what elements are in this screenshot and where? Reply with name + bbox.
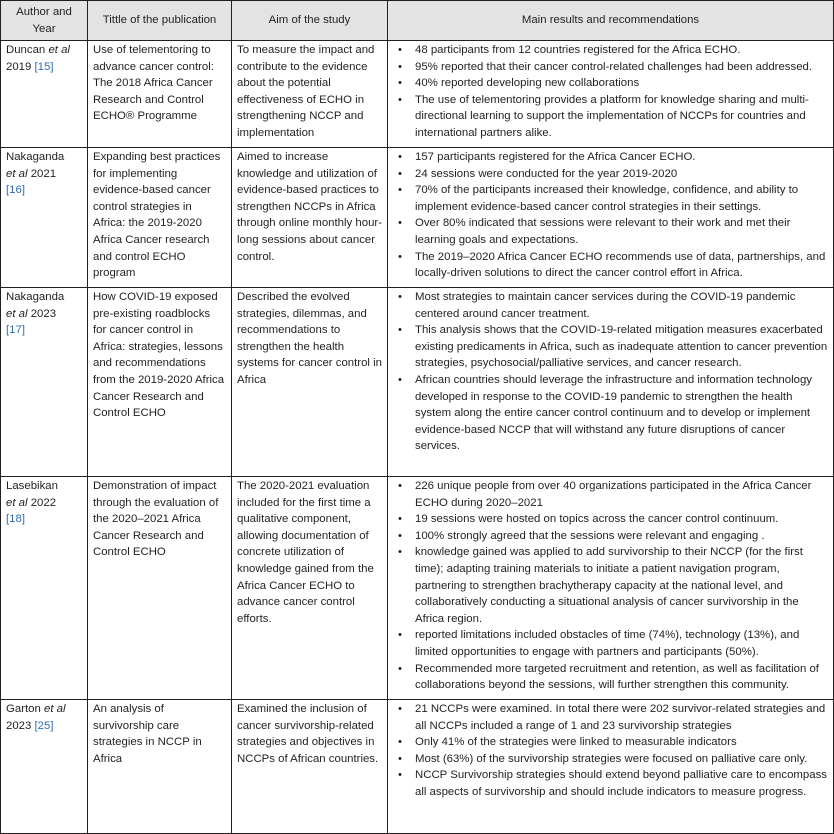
results-list — [393, 42, 828, 142]
results-cell — [388, 148, 834, 288]
result-item: • 48 participants from 12 countries registered for the Africa ECHO. — [415, 42, 828, 59]
header-row — [1, 1, 834, 41]
title-cell: An analysis of survivorship care strategies in NCCP in Africa — [88, 700, 232, 834]
header-title: Tittle of the publication — [88, 1, 232, 41]
title-cell: Demonstration of impact through the evaluation of the 2020–2021 Africa Cancer Research and Control ECHO — [88, 477, 232, 700]
header-aim: Aim of the study — [232, 1, 388, 41]
result-item: • 70% of the participants increased their knowledge, confidence, and ability to implement evidence-based cancer control strategies in their settings. — [415, 182, 828, 215]
author-year: 2019 — [6, 60, 32, 73]
reference-link[interactable]: [16] — [6, 184, 25, 197]
result-item: • 157 participants registered for the Africa Cancer ECHO. — [415, 149, 828, 166]
title-cell: How COVID-19 exposed pre-existing roadblocks for cancer control in Africa: strategies, lessons and recommendations from the 2019-2020 Africa Cancer Research and Control ECHO — [88, 288, 232, 477]
title-cell: Use of telementoring to advance cancer control: The 2018 Africa Cancer Research and Control ECHO® Programme — [88, 41, 232, 148]
reference-link[interactable]: [18] — [6, 513, 25, 526]
author-name: Garton — [6, 703, 41, 715]
author-name: Nakaganda — [6, 151, 65, 163]
author-year-cell — [1, 148, 88, 288]
reference-link[interactable]: [25] — [34, 719, 54, 732]
aim-cell: To measure the impact and contribute to the evidence about the potential effectiveness of ECHO in strengthening NCCP and implementation — [232, 41, 388, 148]
aim-cell: The 2020-2021 evaluation included for the first time a qualitative component, allowing documentation of concrete utilization of knowledge gained from the Africa Cancer ECHO to advance cancer control efforts. — [232, 477, 388, 700]
results-cell — [388, 288, 834, 477]
results-cell — [388, 41, 834, 148]
author-etal: et al — [6, 307, 28, 320]
author-etal: et al — [48, 44, 70, 56]
author-year-cell — [1, 700, 88, 834]
result-item: • This analysis shows that the COVID-19-related mitigation measures exacerbated existing predicaments in Africa, such as inadequate attention to cancer prevention strategies, psychosocial/palliative services, and cancer research. — [415, 322, 828, 372]
author-year: 2021 — [30, 167, 57, 180]
result-item: • Most (63%) of the survivorship strategies were focused on palliative care only. — [415, 751, 828, 768]
author-year-cell — [1, 41, 88, 148]
table-row — [1, 477, 834, 700]
results-list — [393, 478, 828, 694]
reference-link[interactable]: [17] — [6, 324, 25, 337]
aim-cell: Examined the inclusion of cancer survivorship-related strategies and objectives in NCCPs of African countries. — [232, 700, 388, 834]
header-results: Main results and recommendations — [388, 1, 834, 41]
results-list — [393, 289, 828, 455]
author-year-cell — [1, 288, 88, 477]
result-item: • Only 41% of the strategies were linked to measurable indicators — [415, 734, 828, 751]
reference-link[interactable]: [15] — [34, 60, 54, 73]
result-item: • reported limitations included obstacles of time (74%), technology (13%), and limited opportunities to engage with partners and participants (50%). — [415, 627, 828, 660]
result-item: • NCCP Survivorship strategies should extend beyond palliative care to encompass all aspects of survivorship and should include indicators to measure progress. — [415, 767, 828, 800]
result-item: • African countries should leverage the infrastructure and information technology developed in response to the COVID-19 pandemic to strengthen the health system along the entire cancer control continuum and to develop or implement evidence-based NCCP that will withstand any future disruptions of cancer services. — [415, 372, 828, 455]
author-name: Nakaganda — [6, 291, 65, 303]
author-year: 2023 — [30, 307, 57, 320]
result-item: • 226 unique people from over 40 organizations participated in the Africa Cancer ECHO during 2020–2021 — [415, 478, 828, 511]
table-row — [1, 288, 834, 477]
result-item: • 40% reported developing new collaborations — [415, 75, 828, 92]
author-name: Lasebikan — [6, 480, 58, 492]
table-row — [1, 41, 834, 148]
result-item: • 95% reported that their cancer control-related challenges had been addressed. — [415, 59, 828, 76]
results-cell — [388, 477, 834, 700]
results-cell — [388, 700, 834, 834]
table-row — [1, 148, 834, 288]
result-item: • knowledge gained was applied to add survivorship to their NCCP (for the first time); adapting training materials to initiate a patient navigation program, partnering to strengthen brachytherapy capacity at the national level, and collaboratively conducting a situational analysis of cancer survivorship in the Africa region. — [415, 544, 828, 627]
result-item: • Most strategies to maintain cancer services during the COVID-19 pandemic centered around cancer treatment. — [415, 289, 828, 322]
author-year: 2023 — [6, 719, 32, 732]
author-etal: et al — [6, 496, 28, 509]
result-item: • The 2019–2020 Africa Cancer ECHO recommends use of data, partnerships, and locally-driven solutions to direct the cancer control effort in Africa. — [415, 249, 828, 282]
author-year: 2022 — [30, 496, 57, 509]
result-item: • 24 sessions were conducted for the year 2019-2020 — [415, 166, 828, 183]
author-name: Duncan — [6, 44, 46, 56]
aim-cell: Aimed to increase knowledge and utilization of evidence-based practices to strengthen NCCPs in Africa through online monthly hour-long sessions about cancer control. — [232, 148, 388, 288]
result-item: • 19 sessions were hosted on topics across the cancer control continuum. — [415, 511, 828, 528]
table-row — [1, 700, 834, 834]
header-author-year: Author and Year — [1, 1, 88, 41]
result-item: • The use of telementoring provides a platform for knowledge sharing and multi-directional learning to support the implementation of NCCPs for countries and international partners alike. — [415, 92, 828, 142]
result-item: • 100% strongly agreed that the sessions were relevant and engaging . — [415, 528, 828, 545]
result-item: • Recommended more targeted recruitment and retention, as well as facilitation of collaborations beyond the sessions, will further strengthen this community. — [415, 661, 828, 694]
author-year-cell — [1, 477, 88, 700]
results-list — [393, 149, 828, 282]
title-cell: Expanding best practices for implementing evidence-based cancer control strategies in Africa: the 2019-2020 Africa Cancer research and control ECHO program — [88, 148, 232, 288]
aim-cell: Described the evolved strategies, dilemmas, and recommendations to strengthen the health systems for cancer control in Africa — [232, 288, 388, 477]
result-item: • 21 NCCPs were examined. In total there were 202 survivor-related strategies and all NCCPs included a range of 1 and 23 survivorship strategies — [415, 701, 828, 734]
author-etal: et al — [6, 167, 28, 180]
result-item: • Over 80% indicated that sessions were relevant to their work and met their learning goals and expectations. — [415, 215, 828, 248]
author-etal: et al — [44, 703, 66, 715]
results-list — [393, 701, 828, 801]
